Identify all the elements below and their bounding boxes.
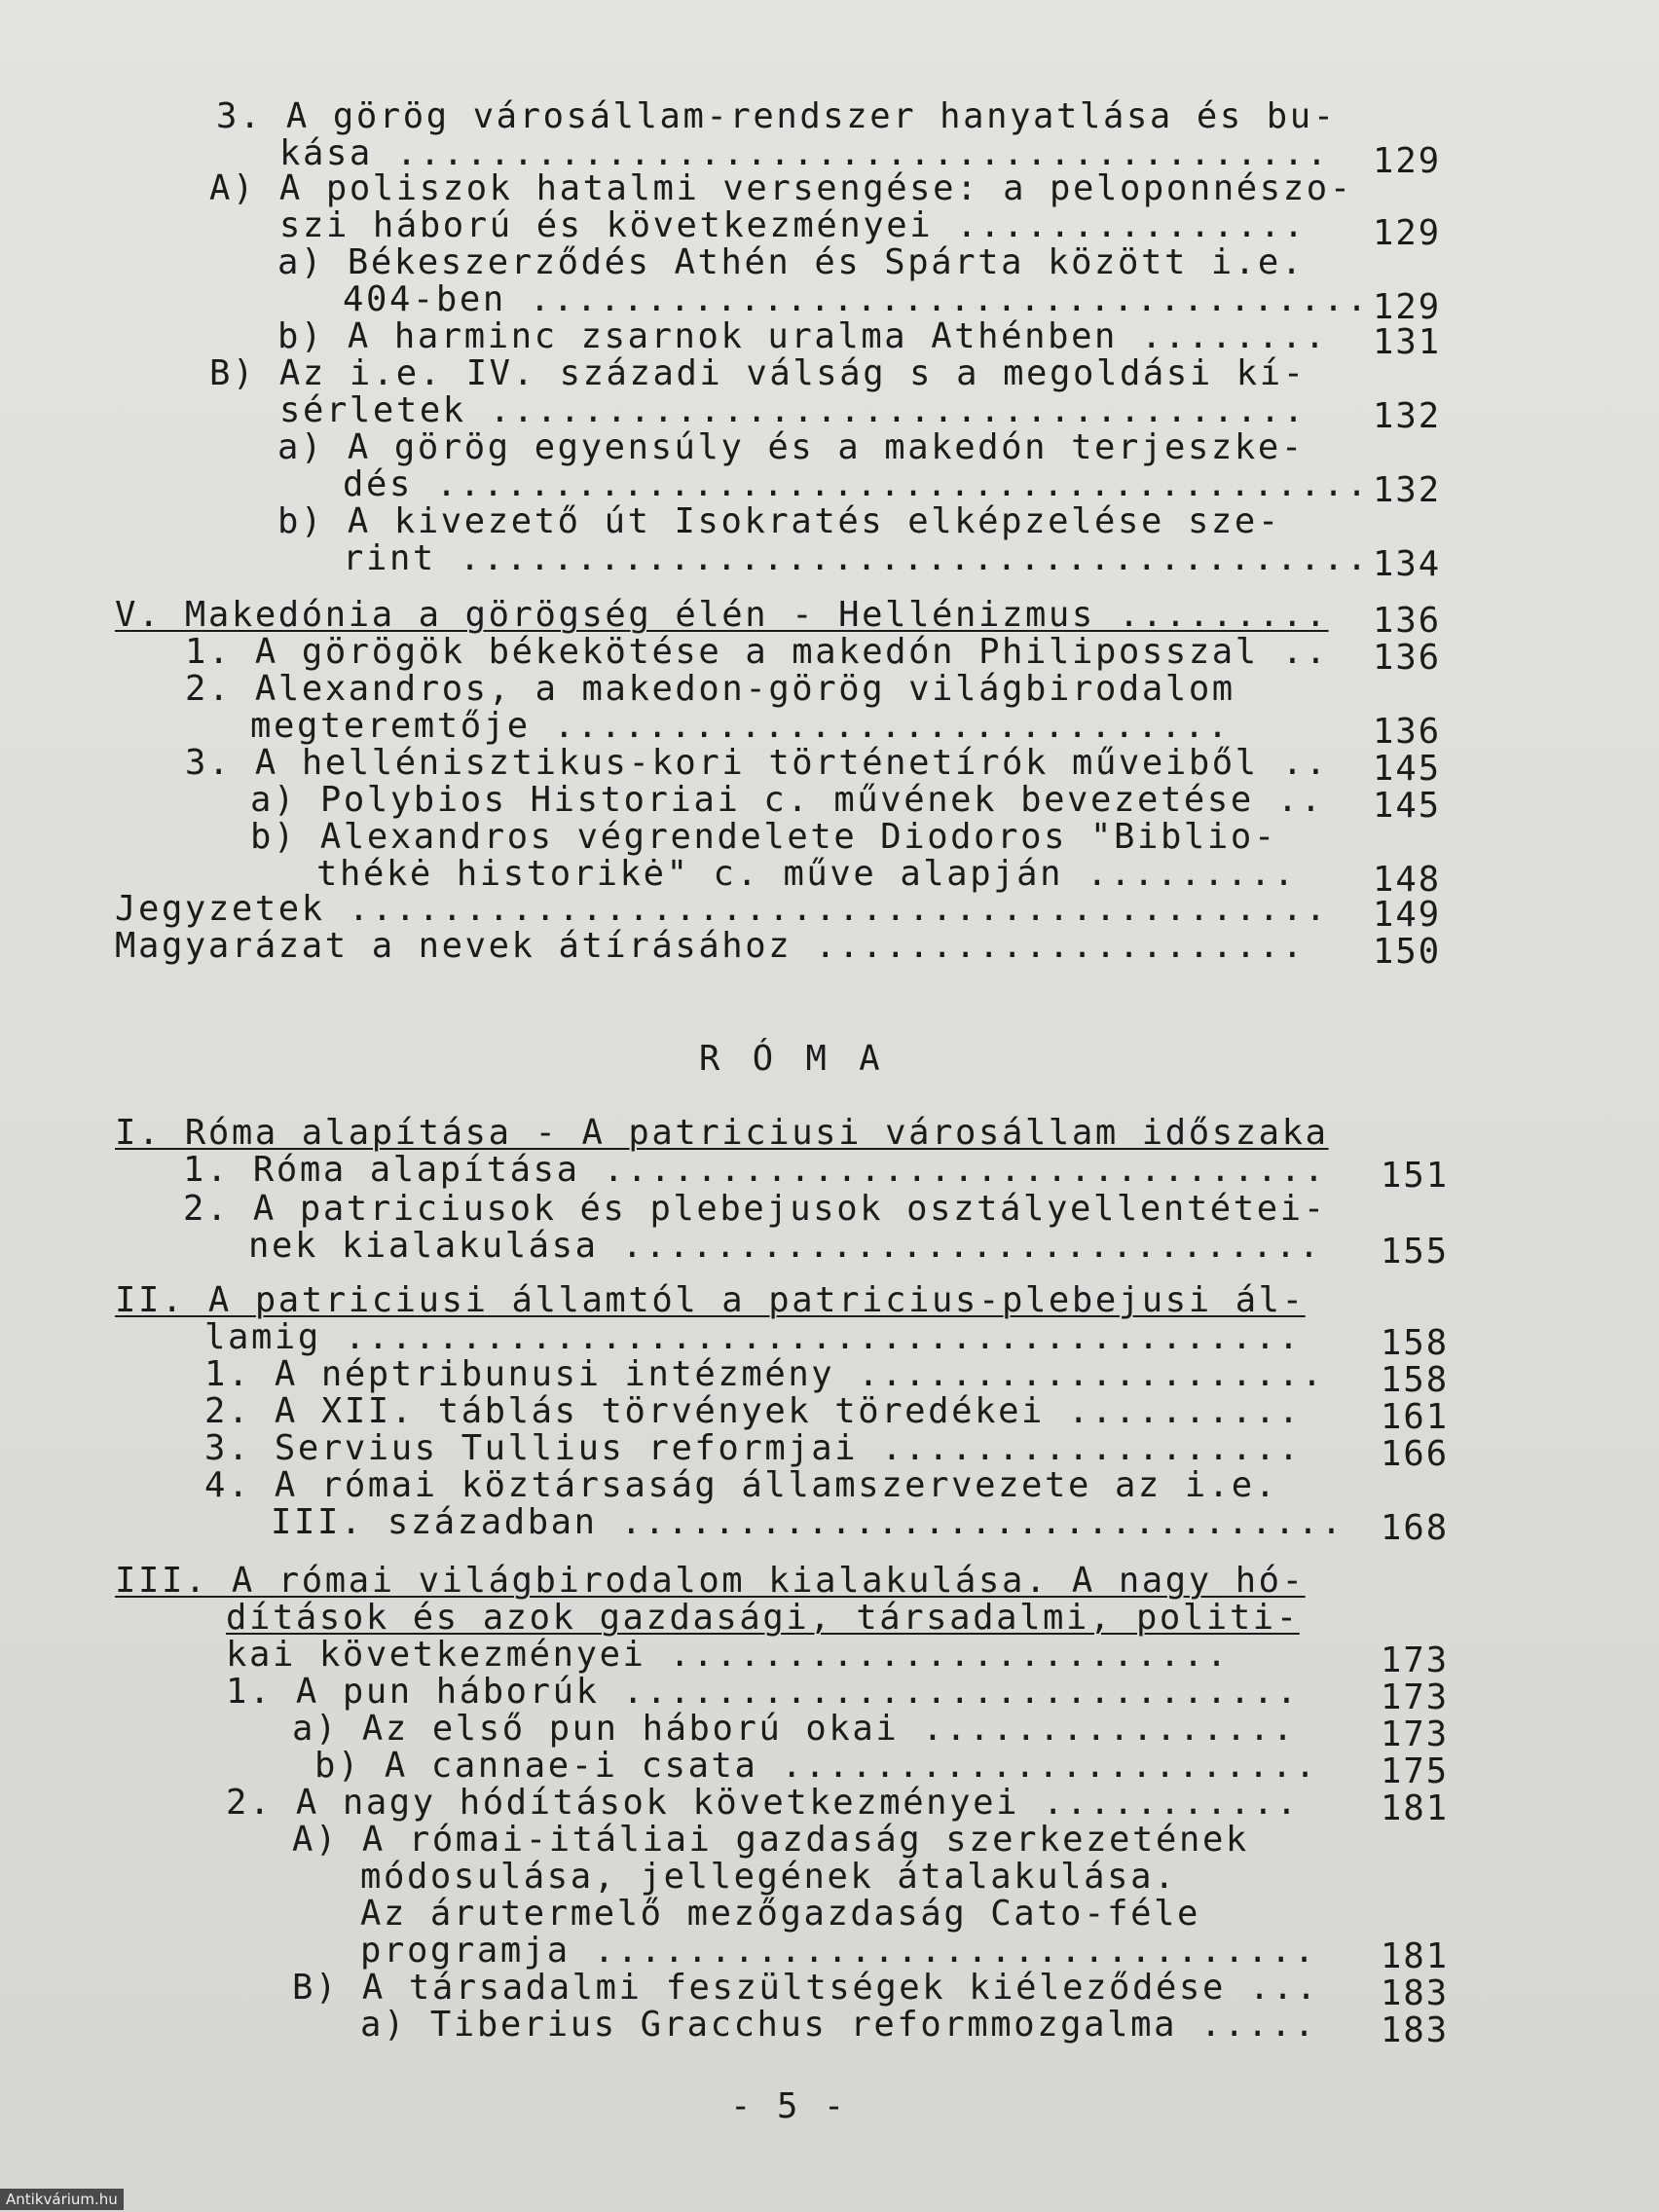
toc-page-number: 145 bbox=[1373, 786, 1442, 826]
toc-page-number: 181 bbox=[1381, 1936, 1450, 1976]
page-number-footer: - 5 - bbox=[730, 2086, 847, 2126]
chapter-heading: V. Makedónia a görögség élén - Hellénizmus ......... bbox=[115, 595, 1329, 635]
toc-line: 3. A hellénisztikus-kori történetírók műveiből .. bbox=[185, 743, 1329, 783]
toc-page-number: 161 bbox=[1381, 1397, 1450, 1437]
toc-line: 3. A görög városállam-rendszer hanyatlása és bu- bbox=[216, 96, 1337, 136]
toc-line: programja ............................... bbox=[360, 1931, 1317, 1971]
toc-page-number: 150 bbox=[1373, 932, 1442, 972]
chapter-heading: II. A patriciusi államtól a patricius-plebejusi ál- bbox=[115, 1280, 1306, 1320]
toc-line: a) Polybios Historiai c. művének bevezetése .. bbox=[250, 780, 1324, 820]
toc-line: B) Az i.e. IV. századi válság s a megoldási kí- bbox=[209, 353, 1307, 393]
toc-line: b) Alexandros végrendelete Diodoros "Biblio- bbox=[250, 817, 1277, 857]
toc-page-number: 183 bbox=[1381, 2010, 1450, 2050]
toc-page-number: 136 bbox=[1373, 638, 1442, 678]
toc-page-number: 132 bbox=[1373, 396, 1442, 436]
toc-page-number: 151 bbox=[1381, 1156, 1450, 1196]
toc-page-number: 136 bbox=[1373, 712, 1442, 752]
toc-line: 3. Servius Tullius reformjai .................. bbox=[204, 1428, 1302, 1468]
toc-page-number: 183 bbox=[1381, 1973, 1450, 2013]
toc-page-number: 173 bbox=[1381, 1714, 1450, 1754]
toc-line: a) Békeszerződés Athén és Spárta között i.e. bbox=[277, 242, 1305, 282]
toc-page-number: 134 bbox=[1373, 544, 1442, 584]
toc-page-number: 173 bbox=[1381, 1641, 1450, 1680]
toc-line: thékė historikė" c. műve alapján ......... bbox=[316, 854, 1297, 894]
toc-line: Jegyzetek .......................................... bbox=[115, 889, 1329, 929]
toc-line: 4. A római köztársaság államszervezete az i.e. bbox=[204, 1465, 1278, 1505]
toc-line: 1. Róma alapítása ............................... bbox=[183, 1150, 1327, 1190]
toc-line: lamig ......................................... bbox=[204, 1317, 1302, 1357]
toc-line: kai következményei ........................ bbox=[226, 1635, 1230, 1675]
toc-line: a) Tiberius Gracchus reformmozgalma ..... bbox=[360, 2005, 1317, 2045]
toc-line: A) A római-itáliai gazdaság szerkezetének bbox=[292, 1820, 1249, 1860]
toc-line: 2. A nagy hódítások következményei ........... bbox=[226, 1783, 1300, 1823]
toc-page-number: 175 bbox=[1381, 1751, 1450, 1791]
toc-page-number: 145 bbox=[1373, 749, 1442, 789]
toc-page-number: 129 bbox=[1373, 141, 1442, 181]
toc-line: módosulása, jellegének átalakulása. bbox=[360, 1857, 1178, 1897]
chapter-heading: III. A római világbirodalom kialakulása. A nagy hó- bbox=[115, 1561, 1306, 1601]
section-title: R Ó M A bbox=[699, 1039, 886, 1079]
toc-line: dés ........................................ bbox=[343, 464, 1370, 504]
toc-line: 404-ben .................................... bbox=[343, 279, 1370, 319]
toc-line: sérletek ................................... bbox=[279, 390, 1307, 430]
toc-line: 1. A néptribunusi intézmény .................... bbox=[204, 1354, 1325, 1394]
toc-line: A) A poliszok hatalmi versengése: a peloponnészo- bbox=[209, 168, 1353, 208]
chapter-heading: dítások és azok gazdasági, társadalmi, politi- bbox=[226, 1598, 1300, 1638]
toc-line: 1. A pun háborúk ............................. bbox=[226, 1672, 1300, 1712]
toc-page-number: 129 bbox=[1373, 287, 1442, 327]
toc-line: 1. A görögök békekötése a makedón Philiposszal .. bbox=[185, 632, 1329, 672]
toc-line: b) A kivezető út Isokratés elképzelése sze- bbox=[277, 501, 1281, 541]
toc-line: 2. A XII. táblás törvények töredékei .......... bbox=[204, 1391, 1302, 1431]
toc-line: 2. Alexandros, a makedon-görög világbirodalom bbox=[185, 669, 1235, 709]
toc-line: Az árutermelő mezőgazdaság Cato-féle bbox=[360, 1894, 1201, 1934]
toc-line: B) A társadalmi feszültségek kiéleződése ... bbox=[292, 1968, 1319, 2008]
toc-line: Magyarázat a nevek átírásához ..................... bbox=[115, 926, 1306, 966]
watermark-label: Antikvárium.hu bbox=[0, 2189, 124, 2210]
toc-line: b) A harminc zsarnok uralma Athénben ........ bbox=[277, 316, 1328, 356]
toc-page-number: 168 bbox=[1381, 1508, 1450, 1548]
toc-page-number: 148 bbox=[1373, 860, 1442, 900]
toc-page-number: 129 bbox=[1373, 213, 1442, 253]
toc-page-number: 155 bbox=[1381, 1232, 1450, 1272]
toc-line: III. században ............................... bbox=[271, 1502, 1345, 1542]
toc-page-number: 149 bbox=[1373, 895, 1442, 935]
toc-line: b) A cannae-i csata ....................... bbox=[314, 1746, 1318, 1786]
toc-line: rint ....................................... bbox=[343, 538, 1370, 578]
toc-line: nek kialakulása .............................. bbox=[248, 1226, 1322, 1266]
toc-line: a) A görög egyensúly és a makedón terjeszke- bbox=[277, 427, 1305, 467]
toc-page-number: 166 bbox=[1381, 1434, 1450, 1474]
toc-line: a) Az első pun háború okai ................ bbox=[292, 1709, 1296, 1749]
toc-page-number: 158 bbox=[1381, 1323, 1450, 1363]
toc-line: kása ........................................ bbox=[279, 133, 1330, 173]
toc-page-number: 158 bbox=[1381, 1360, 1450, 1400]
toc-page-number: 131 bbox=[1373, 322, 1442, 362]
chapter-heading: I. Róma alapítása - A patriciusi városállam időszaka bbox=[115, 1113, 1329, 1153]
toc-line: szi háború és következményei ............... bbox=[279, 205, 1307, 245]
toc-line: megteremtője ............................. bbox=[250, 706, 1231, 746]
toc-page-number: 132 bbox=[1373, 470, 1442, 510]
toc-line: 2. A patriciusok és plebejusok osztályellentétei- bbox=[183, 1189, 1327, 1229]
toc-page-number: 136 bbox=[1373, 601, 1442, 641]
toc-page-number: 181 bbox=[1381, 1788, 1450, 1828]
toc-page-number: 173 bbox=[1381, 1677, 1450, 1717]
